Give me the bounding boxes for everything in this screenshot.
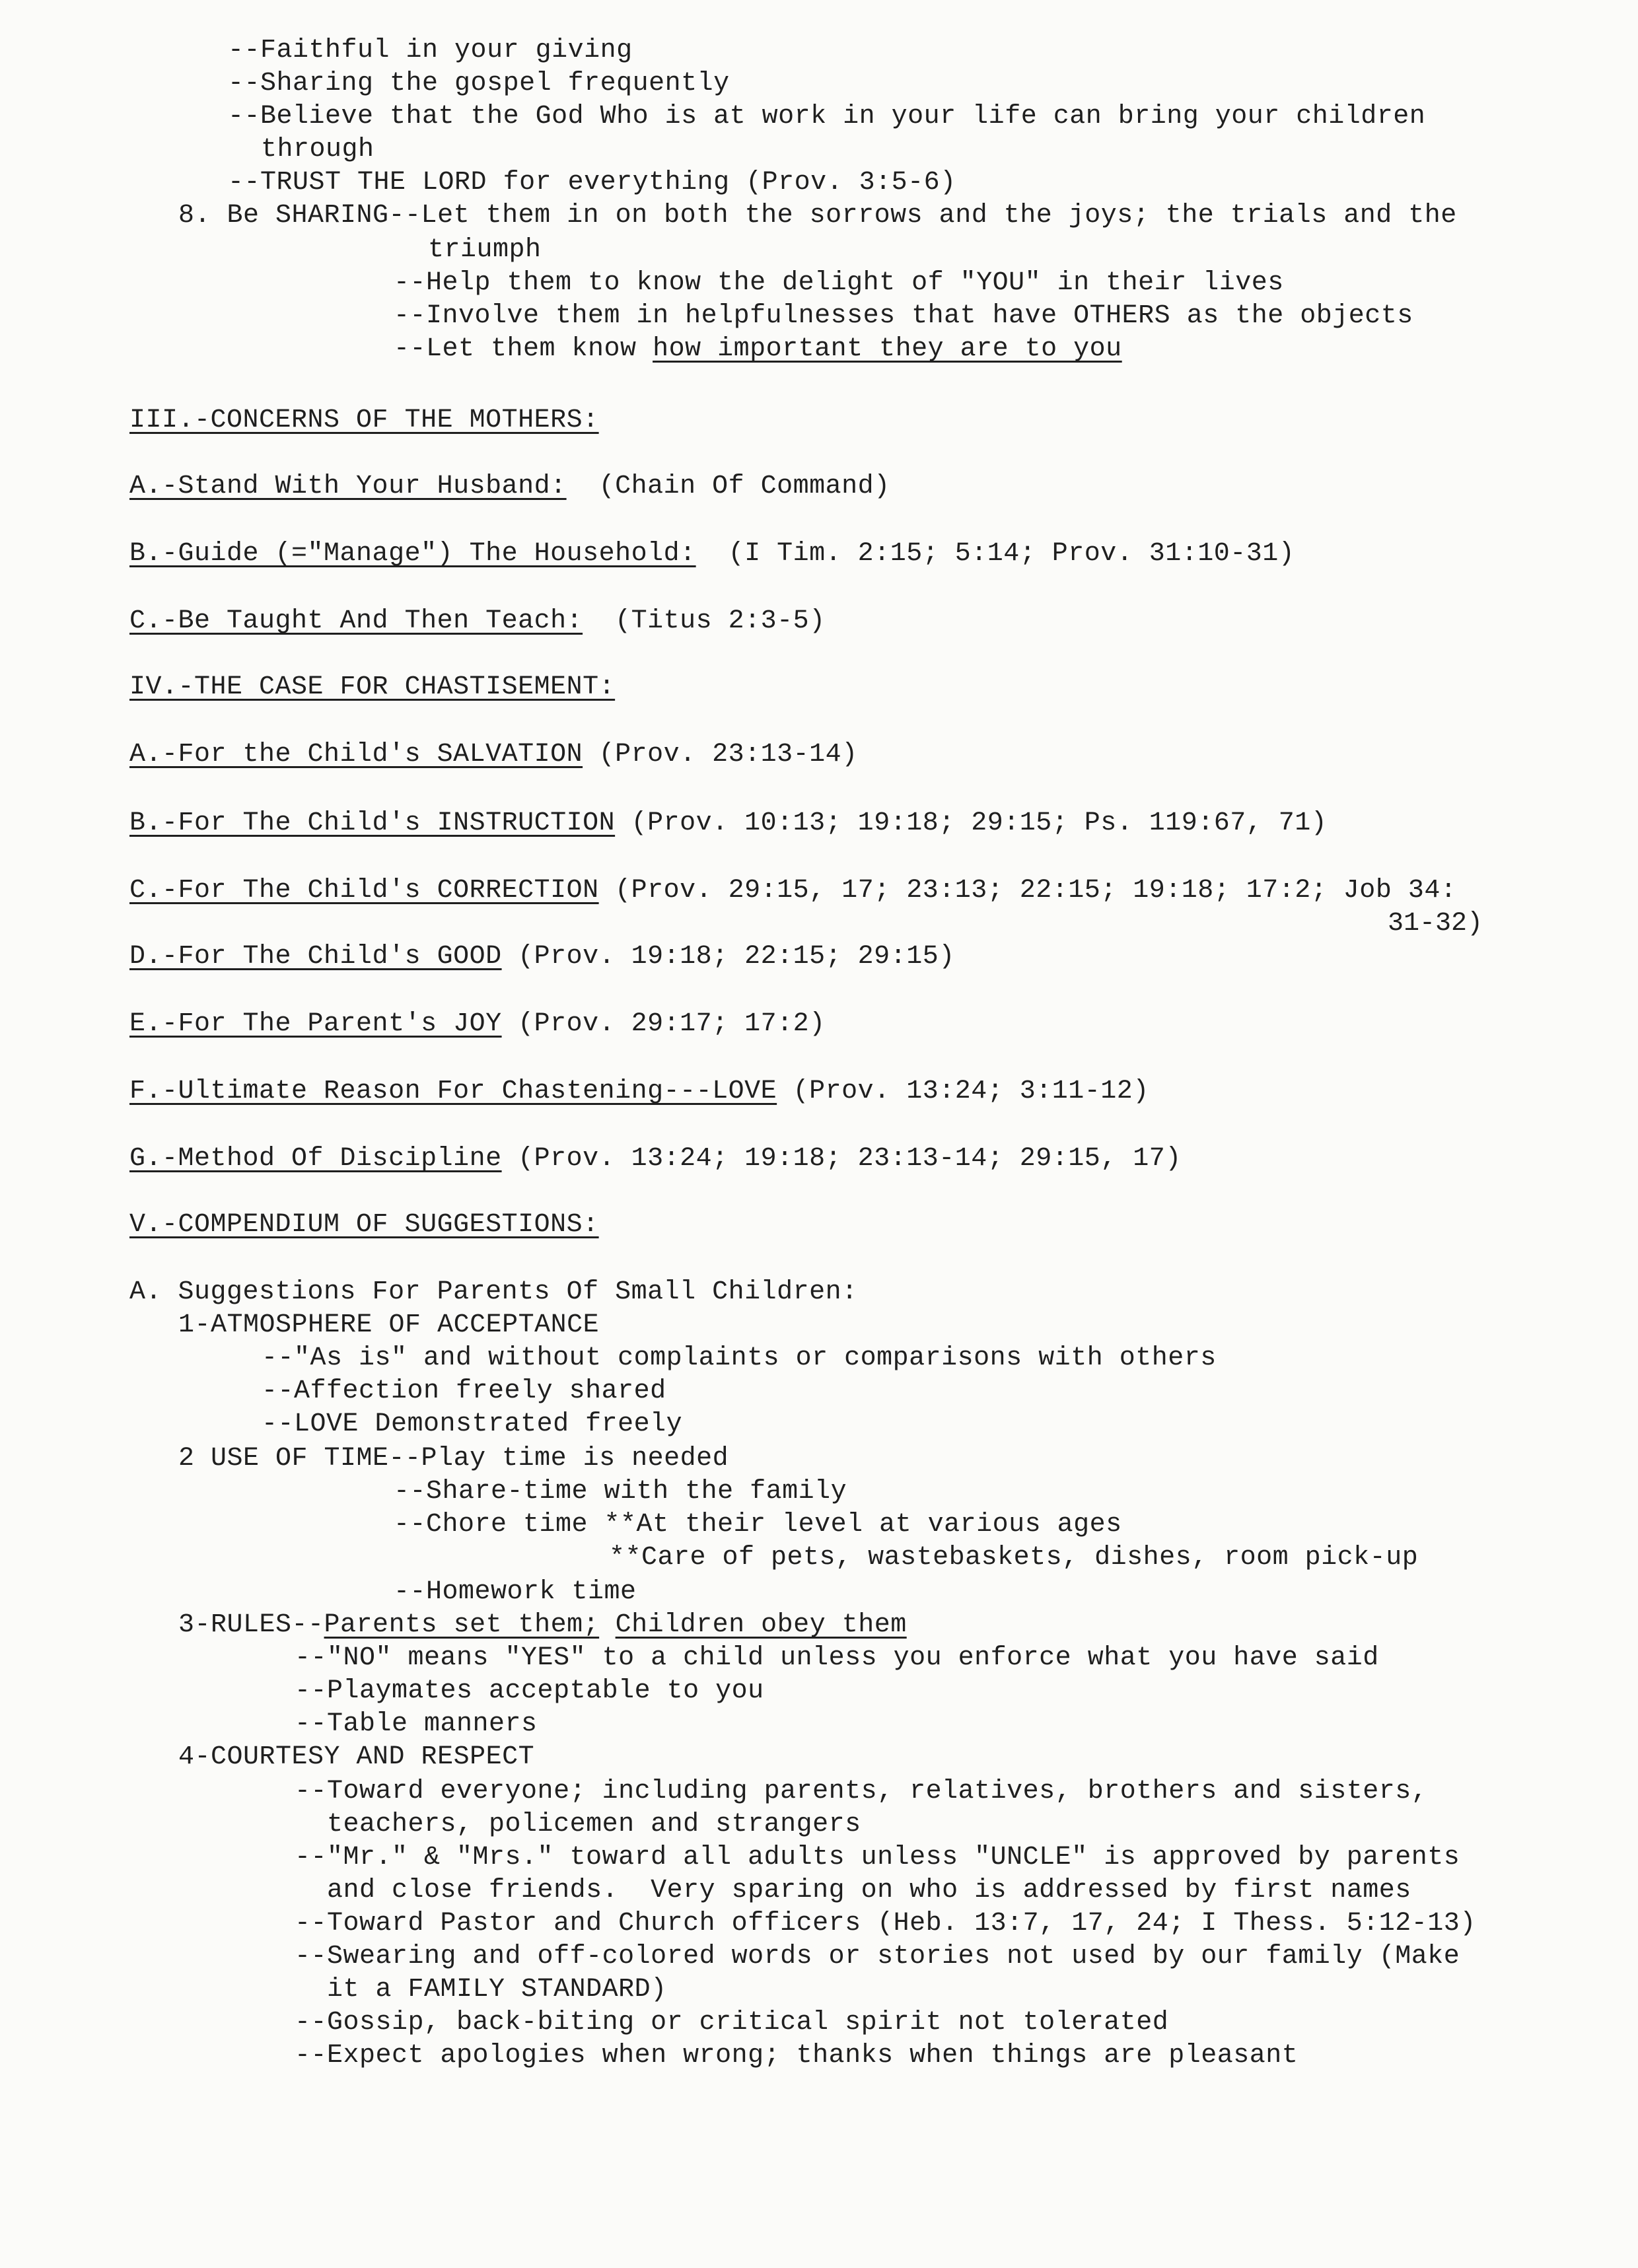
suggestion-4-title: 4-COURTESY AND RESPECT bbox=[178, 1742, 535, 1772]
section-4-item-a: A.-For the Child's SALVATION (Prov. 23:13-14) bbox=[129, 740, 858, 769]
section-3-item-c: C.-Be Taught And Then Teach: (Titus 2:3-5) bbox=[129, 606, 826, 636]
section-4-item-e: E.-For The Parent's JOY (Prov. 29:17; 17:2) bbox=[129, 1009, 826, 1039]
item-8-let-them-know: --Let them know how important they are to you bbox=[394, 334, 1122, 364]
top-bullet-list bbox=[228, 34, 1425, 199]
section-3-item-a: A.-Stand With Your Husband: (Chain Of Command) bbox=[129, 472, 890, 501]
suggestion-4-item: --Toward everyone; including parents, relatives, brothers and sisters, bbox=[295, 1777, 1428, 1806]
suggestion-3-title: 3-RULES--Parents set them; Children obey them bbox=[178, 1610, 907, 1640]
bullet-gospel: --Sharing the gospel frequently bbox=[228, 69, 730, 98]
section-4-item-c-continuation: 31-32) bbox=[1387, 909, 1483, 939]
suggestion-2-title: 2 USE OF TIME--Play time is needed bbox=[178, 1444, 729, 1473]
suggestion-1-title: 1-ATMOSPHERE OF ACCEPTANCE bbox=[178, 1310, 600, 1340]
suggestion-4-item: it a FAMILY STANDARD) bbox=[295, 1975, 667, 2004]
section-5-heading: V.-COMPENDIUM OF SUGGESTIONS: bbox=[129, 1210, 599, 1240]
item-8-sublist bbox=[394, 267, 1413, 366]
suggestion-2-item: --Chore time **At their level at various ages bbox=[394, 1510, 1122, 1540]
suggestion-1-item: --Affection freely shared bbox=[262, 1376, 666, 1406]
suggestion-4-item: --Expect apologies when wrong; thanks when things are pleasant bbox=[295, 2041, 1299, 2071]
bullet-believe-cont: through bbox=[261, 135, 374, 164]
bullet-believe: --Believe that the God Who is at work in your life can bring your children bbox=[228, 102, 1426, 131]
section-3-item-b: B.-Guide (="Manage") The Household: (I Tim. 2:15; 5:14; Prov. 31:10-31) bbox=[129, 539, 1295, 569]
section-4-item-d: D.-For The Child's GOOD (Prov. 19:18; 22:15; 29:15) bbox=[129, 942, 955, 972]
item-8-help: --Help them to know the delight of "YOU" in their lives bbox=[394, 268, 1284, 298]
bullet-trust: --TRUST THE LORD for everything (Prov. 3:5-6) bbox=[228, 168, 956, 197]
section-4-item-g: G.-Method Of Discipline (Prov. 13:24; 19:18; 23:13-14; 29:15, 17) bbox=[129, 1144, 1182, 1174]
item-8-continuation: triumph bbox=[428, 235, 542, 265]
suggestion-4-list bbox=[295, 1775, 1476, 2073]
suggestion-4-item: --Gossip, back-biting or critical spirit not tolerated bbox=[295, 2008, 1169, 2038]
section-4-heading: IV.-THE CASE FOR CHASTISEMENT: bbox=[129, 672, 616, 702]
section-4-item-f: F.-Ultimate Reason For Chastening---LOVE (Prov. 13:24; 3:11-12) bbox=[129, 1077, 1149, 1106]
suggestion-1-list bbox=[262, 1342, 1217, 1441]
suggestion-2-homework: --Homework time bbox=[394, 1577, 637, 1607]
item-8-involve: --Involve them in helpfulnesses that have OTHERS as the objects bbox=[394, 301, 1413, 331]
suggestion-3-item: --"NO" means "YES" to a child unless you enforce what you have said bbox=[295, 1643, 1379, 1673]
suggestion-2-list bbox=[394, 1475, 1122, 1542]
bullet-giving: --Faithful in your giving bbox=[228, 36, 633, 65]
suggestion-3-item: --Playmates acceptable to you bbox=[295, 1676, 764, 1706]
section-5-subheading-a: A. Suggestions For Parents Of Small Children: bbox=[129, 1277, 858, 1307]
item-8-underlined-phrase: how important they are to you bbox=[653, 334, 1122, 364]
item-8-line: 8. Be SHARING--Let them in on both the sorrows and the joys; the trials and the bbox=[178, 201, 1457, 230]
suggestion-3-list bbox=[295, 1642, 1379, 1741]
section-4-item-b: B.-For The Child's INSTRUCTION (Prov. 10:13; 19:18; 29:15; Ps. 119:67, 71) bbox=[129, 808, 1328, 838]
section-4-item-c: C.-For The Child's CORRECTION (Prov. 29:15, 17; 23:13; 22:15; 19:18; 17:2; Job 34: bbox=[129, 876, 1457, 905]
section-3-heading: III.-CONCERNS OF THE MOTHERS: bbox=[129, 406, 599, 435]
suggestion-4-item: --Toward Pastor and Church officers (Heb. 13:7, 17, 24; I Thess. 5:12-13) bbox=[295, 1909, 1476, 1938]
suggestion-4-item: teachers, policemen and strangers bbox=[295, 1810, 861, 1839]
suggestion-4-item: --Swearing and off-colored words or stories not used by our family (Make bbox=[295, 1942, 1460, 1971]
suggestion-4-item: --"Mr." & "Mrs." toward all adults unless "UNCLE" is approved by parents bbox=[295, 1843, 1460, 1872]
suggestion-2-chore-detail: **Care of pets, wastebaskets, dishes, room pick-up bbox=[609, 1543, 1419, 1573]
suggestion-2-item: --Share-time with the family bbox=[394, 1477, 847, 1506]
suggestion-1-item: --LOVE Demonstrated freely bbox=[262, 1409, 683, 1439]
suggestion-4-item: and close friends. Very sparing on who is addressed by first names bbox=[295, 1876, 1411, 1905]
suggestion-3-item: --Table manners bbox=[295, 1709, 538, 1739]
suggestion-1-item: --"As is" and without complaints or comparisons with others bbox=[262, 1343, 1217, 1373]
